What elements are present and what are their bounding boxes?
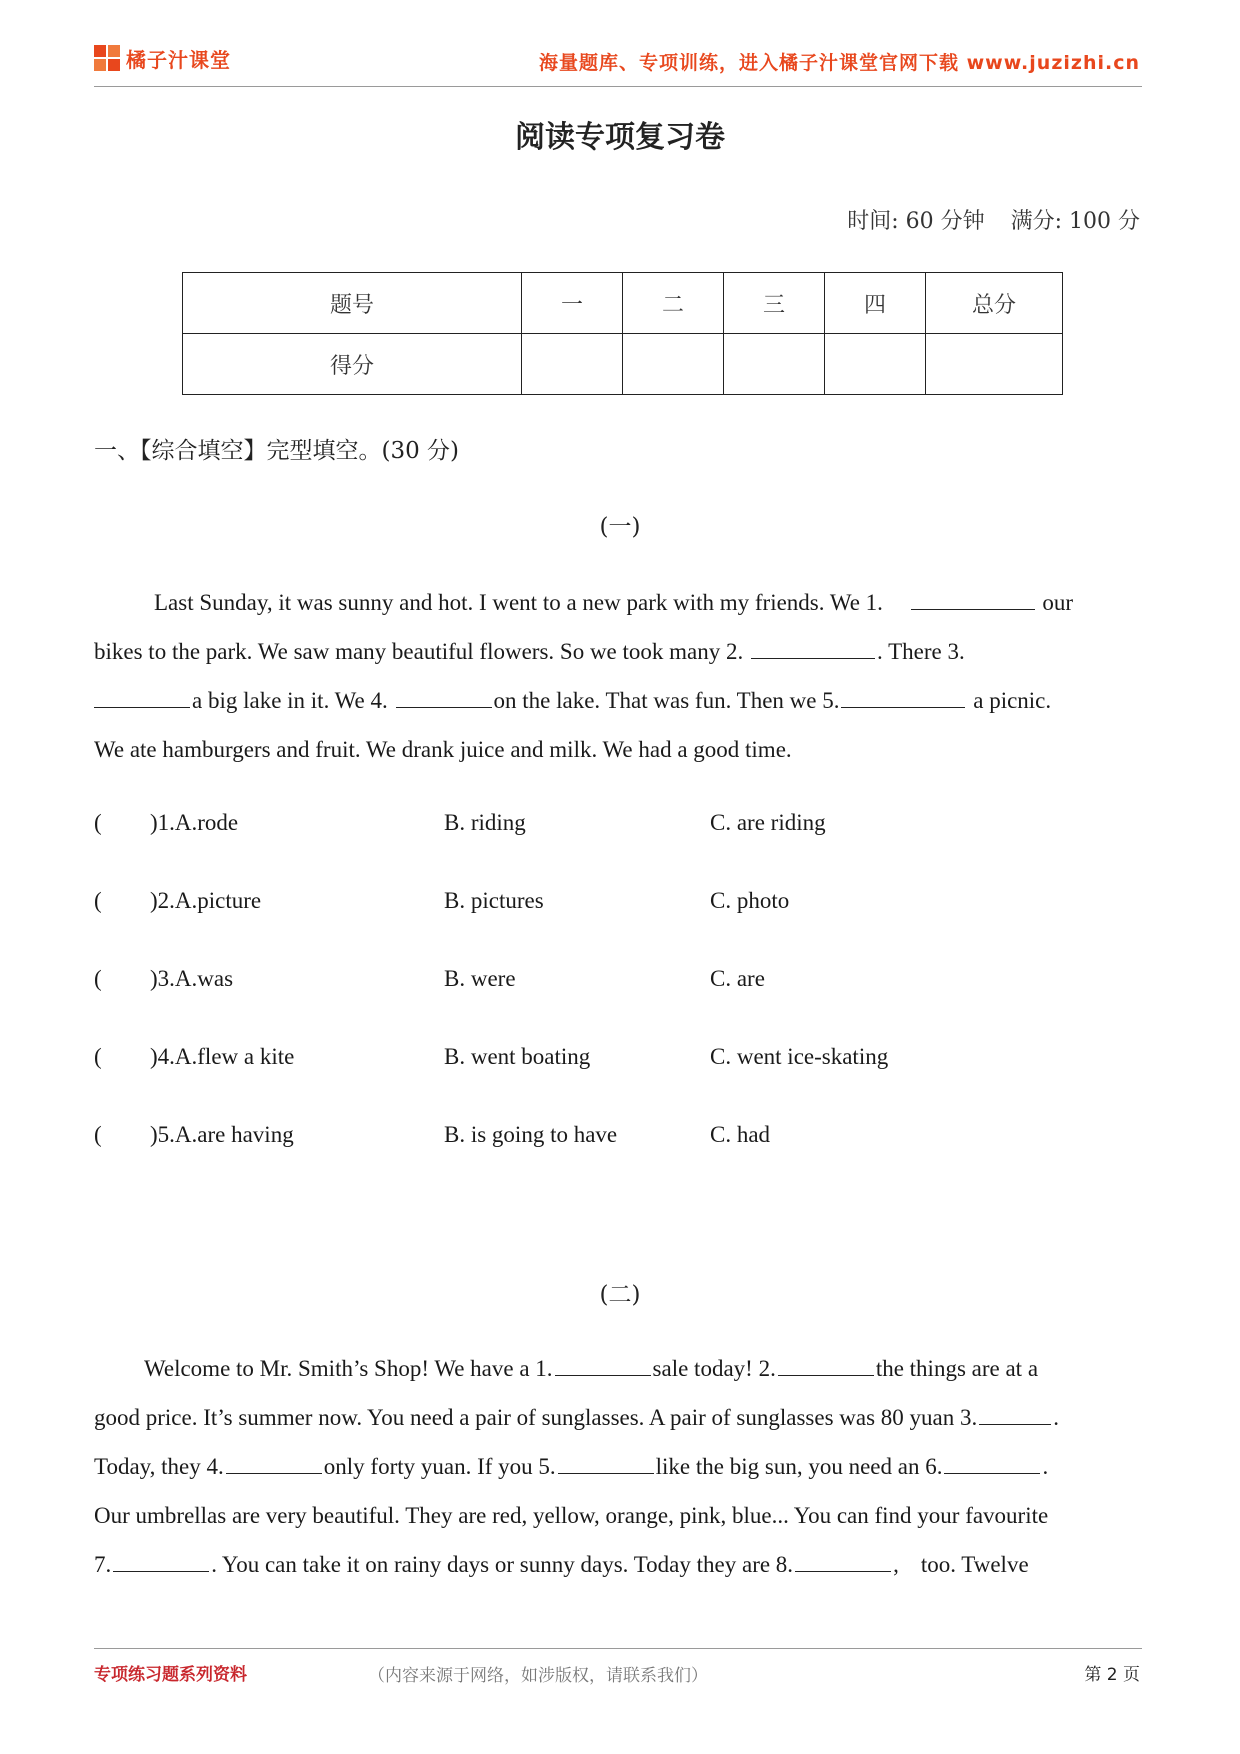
answer-blank[interactable]	[226, 1472, 322, 1474]
cell-part-4: 四	[825, 273, 926, 334]
option-c: C. photo	[710, 888, 790, 913]
option-a: )3.A.was	[150, 966, 234, 991]
cell-total: 总分	[926, 273, 1063, 334]
answer-blank[interactable]	[396, 706, 492, 708]
option-b: B. went boating	[444, 1044, 591, 1069]
answer-paren[interactable]: (	[94, 810, 102, 835]
passage-line: a big lake in it. We 4. on the lake. That was fun. Then we 5. a picnic.	[94, 676, 1142, 725]
cell-part-2: 二	[623, 273, 724, 334]
answer-blank[interactable]	[841, 706, 965, 708]
passage-line: bikes to the park. We saw many beautiful flowers. So we took many 2. . There 3.	[94, 639, 965, 664]
header-slogan: 海量题库、专项训练，进入橘子汁课堂官网下载 www.juzizhi.cn	[539, 52, 1140, 74]
header-divider	[94, 86, 1142, 87]
passage-line: We ate hamburgers and fruit. We drank juice and milk. We had a good time.	[94, 737, 792, 762]
footer-divider	[94, 1648, 1142, 1649]
option-b: B. is going to have	[444, 1122, 618, 1147]
passage-line: Today, they 4. only forty yuan. If you 5. like the big sun, you need an 6. .	[94, 1454, 1049, 1479]
passage-line: good price. It’s summer now. You need a pair of sunglasses. A pair of sunglasses was 80 yuan 3. .	[94, 1405, 1060, 1430]
answer-blank[interactable]	[751, 657, 875, 659]
answer-paren[interactable]: (	[94, 888, 102, 913]
score-input-2[interactable]	[623, 334, 724, 395]
section-heading: 一、【综合填空】完型填空。(30 分)	[94, 438, 460, 464]
option-c: C. are	[710, 966, 765, 991]
cell-part-3: 三	[724, 273, 825, 334]
full-score: 满分: 100 分	[1010, 209, 1140, 234]
option-a: )5.A.are having	[150, 1122, 294, 1147]
answer-blank[interactable]	[778, 1374, 874, 1376]
option-b: B. were	[444, 966, 516, 991]
score-input-1[interactable]	[522, 334, 623, 395]
part2-passage	[94, 1344, 1142, 1589]
score-input-4[interactable]	[825, 334, 926, 395]
answer-blank[interactable]	[795, 1570, 891, 1572]
score-input-3[interactable]	[724, 334, 825, 395]
passage-line: Our umbrellas are very beautiful. They are red, yellow, orange, pink, blue... You can find your favourite	[94, 1503, 1049, 1528]
option-c: C. had	[710, 1122, 771, 1147]
answer-paren[interactable]: (	[94, 1122, 102, 1147]
footer-copyright-note: （内容来源于网络，如涉版权，请联系我们）	[368, 1666, 708, 1686]
answer-blank[interactable]	[113, 1570, 209, 1572]
page-number: 第 2 页	[1084, 1665, 1140, 1685]
answer-blank[interactable]	[94, 706, 190, 708]
logo	[94, 44, 231, 73]
score-table-header-row	[183, 273, 1063, 334]
cell-score-label: 得分	[183, 334, 522, 395]
answer-blank[interactable]	[979, 1423, 1051, 1425]
part1-passage	[94, 578, 1142, 774]
option-b: B. riding	[444, 810, 526, 835]
cell-part-1: 一	[522, 273, 623, 334]
option-c: C. are riding	[710, 810, 826, 835]
option-a: )2.A.picture	[150, 888, 262, 913]
passage-line: 7. . You can take it on rainy days or sunny days. Today they are 8. , too. Twelve	[94, 1552, 1029, 1577]
logo-text: 橘子汁课堂	[126, 48, 231, 72]
passage-line: Last Sunday, it was sunny and hot. I went to a new park with my friends. We 1. our	[154, 590, 1074, 615]
option-c: C. went ice-skating	[710, 1044, 889, 1069]
score-table-score-row	[183, 334, 1063, 395]
answer-blank[interactable]	[911, 608, 1035, 610]
page-title: 阅读专项复习卷	[515, 120, 725, 155]
option-b: B. pictures	[444, 888, 544, 913]
answer-blank[interactable]	[944, 1472, 1040, 1474]
score-input-total[interactable]	[926, 334, 1063, 395]
logo-icon	[94, 45, 122, 73]
cell-question-number: 题号	[183, 273, 522, 334]
answer-blank[interactable]	[558, 1472, 654, 1474]
passage-line: Welcome to Mr. Smith’s Shop! We have a 1. sale today! 2. the things are at a	[144, 1356, 1039, 1381]
answer-paren[interactable]: (	[94, 966, 102, 991]
footer-series: 专项练习题系列资料	[94, 1665, 247, 1685]
answer-blank[interactable]	[555, 1374, 651, 1376]
score-table	[182, 272, 1063, 395]
part2-label: (二)	[599, 1282, 641, 1308]
option-a: )4.A.flew a kite	[150, 1044, 295, 1069]
time-limit: 时间: 60 分钟	[847, 209, 985, 234]
option-a: )1.A.rode	[150, 810, 239, 835]
answer-paren[interactable]: (	[94, 1044, 102, 1069]
time-info	[847, 204, 1140, 235]
part1-label: (一)	[599, 514, 641, 540]
